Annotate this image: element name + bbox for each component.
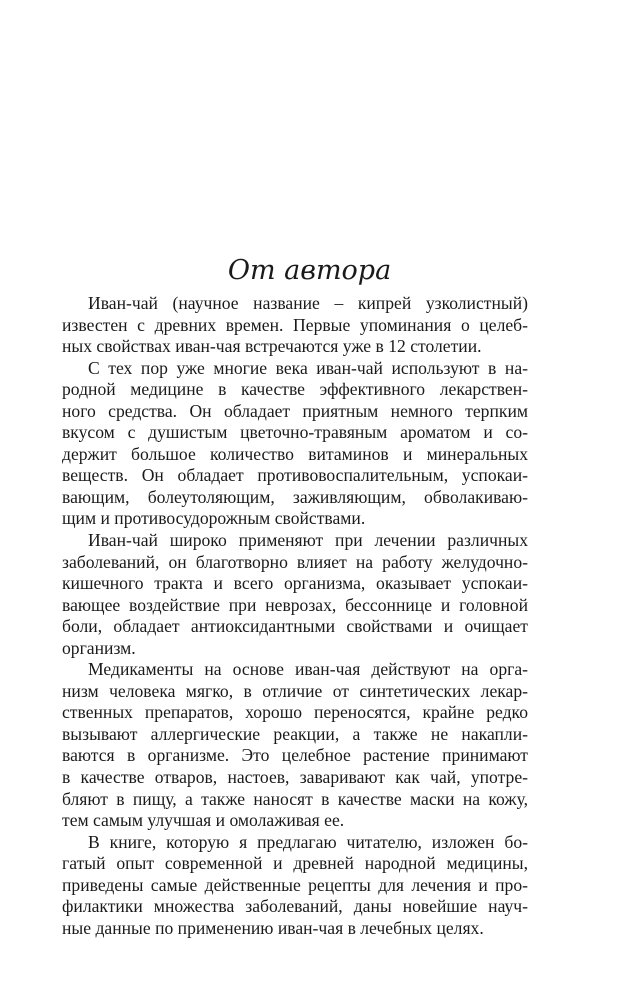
text-line: В книге, которую я предлагаю читателю, изложен бо-: [88, 831, 528, 852]
paragraph: [62, 832, 528, 940]
text-line: ного средства. Он обладает приятным немного терпким: [62, 400, 528, 421]
text-line: ных свойствах иван-чая встречаются уже в 12 столетии.: [62, 336, 482, 357]
text-line: ственных препаратов, хорошо переносятся, крайне редко: [62, 702, 528, 723]
text-line: филактики множества заболеваний, даны новейшие науч-: [62, 896, 528, 917]
text-line: вающее воздействие при неврозах, бессоннице и головной: [62, 594, 528, 615]
text-line: ные данные по применению иван-чая в лечебных целях.: [62, 917, 484, 938]
chapter-title: От автора: [227, 255, 392, 286]
text-line: С тех пор уже многие века иван-чай используют в на-: [88, 357, 528, 378]
text-line: родной медицине в качестве эффективного лекарствен-: [62, 379, 528, 400]
text-line: Медикаменты на основе иван-чая действуют на орга-: [88, 659, 528, 680]
text-line: веществ. Он обладает противовоспалительным, успокаи-: [62, 465, 528, 486]
paragraph: [62, 358, 528, 530]
text-line: держит большое количество витаминов и минеральных: [62, 443, 528, 464]
text-line: вызывают аллергические реакции, а также не накапли-: [62, 723, 528, 744]
chapter-body: [62, 293, 528, 939]
text-line: ваются в организме. Это целебное растение принимают: [62, 745, 528, 766]
paragraph: [62, 293, 528, 358]
paragraph: [62, 659, 528, 831]
text-line: организм.: [62, 637, 136, 658]
text-line: Иван-чай широко применяют при лечении различных: [88, 530, 528, 551]
text-line: Иван-чай (научное название – кипрей узколистный): [88, 293, 528, 313]
text-line: в качестве отваров, настоев, заваривают как чай, употре-: [62, 767, 528, 788]
text-line: приведены самые действенные рецепты для лечения и про-: [62, 874, 528, 895]
text-line: вающим, болеутоляющим, заживляющим, обволакиваю-: [62, 486, 528, 507]
text-line: щим и противосудорожным свойствами.: [62, 508, 366, 529]
text-line: низм человека мягко, в отличие от синтетических лекар-: [62, 680, 528, 701]
text-line: тем самым улучшая и омолаживая ее.: [62, 810, 345, 831]
text-line: заболеваний, он благотворно влияет на работу желудочно-: [62, 551, 528, 572]
text-line: кишечного тракта и всего организма, оказывает успокаи-: [62, 573, 528, 594]
text-line: боли, обладает антиоксидантными свойствами и очищает: [62, 616, 528, 637]
text-line: гатый опыт современной и древней народной медицины,: [62, 853, 528, 874]
text-line: известен с древних времен. Первые упоминания о целеб-: [62, 314, 528, 335]
text-line: вкусом с душистым цветочно-травяным ароматом и со-: [62, 422, 528, 443]
paragraph: [62, 530, 528, 659]
text-line: бляют в пищу, а также наносят в качестве маски на кожу,: [62, 788, 528, 809]
